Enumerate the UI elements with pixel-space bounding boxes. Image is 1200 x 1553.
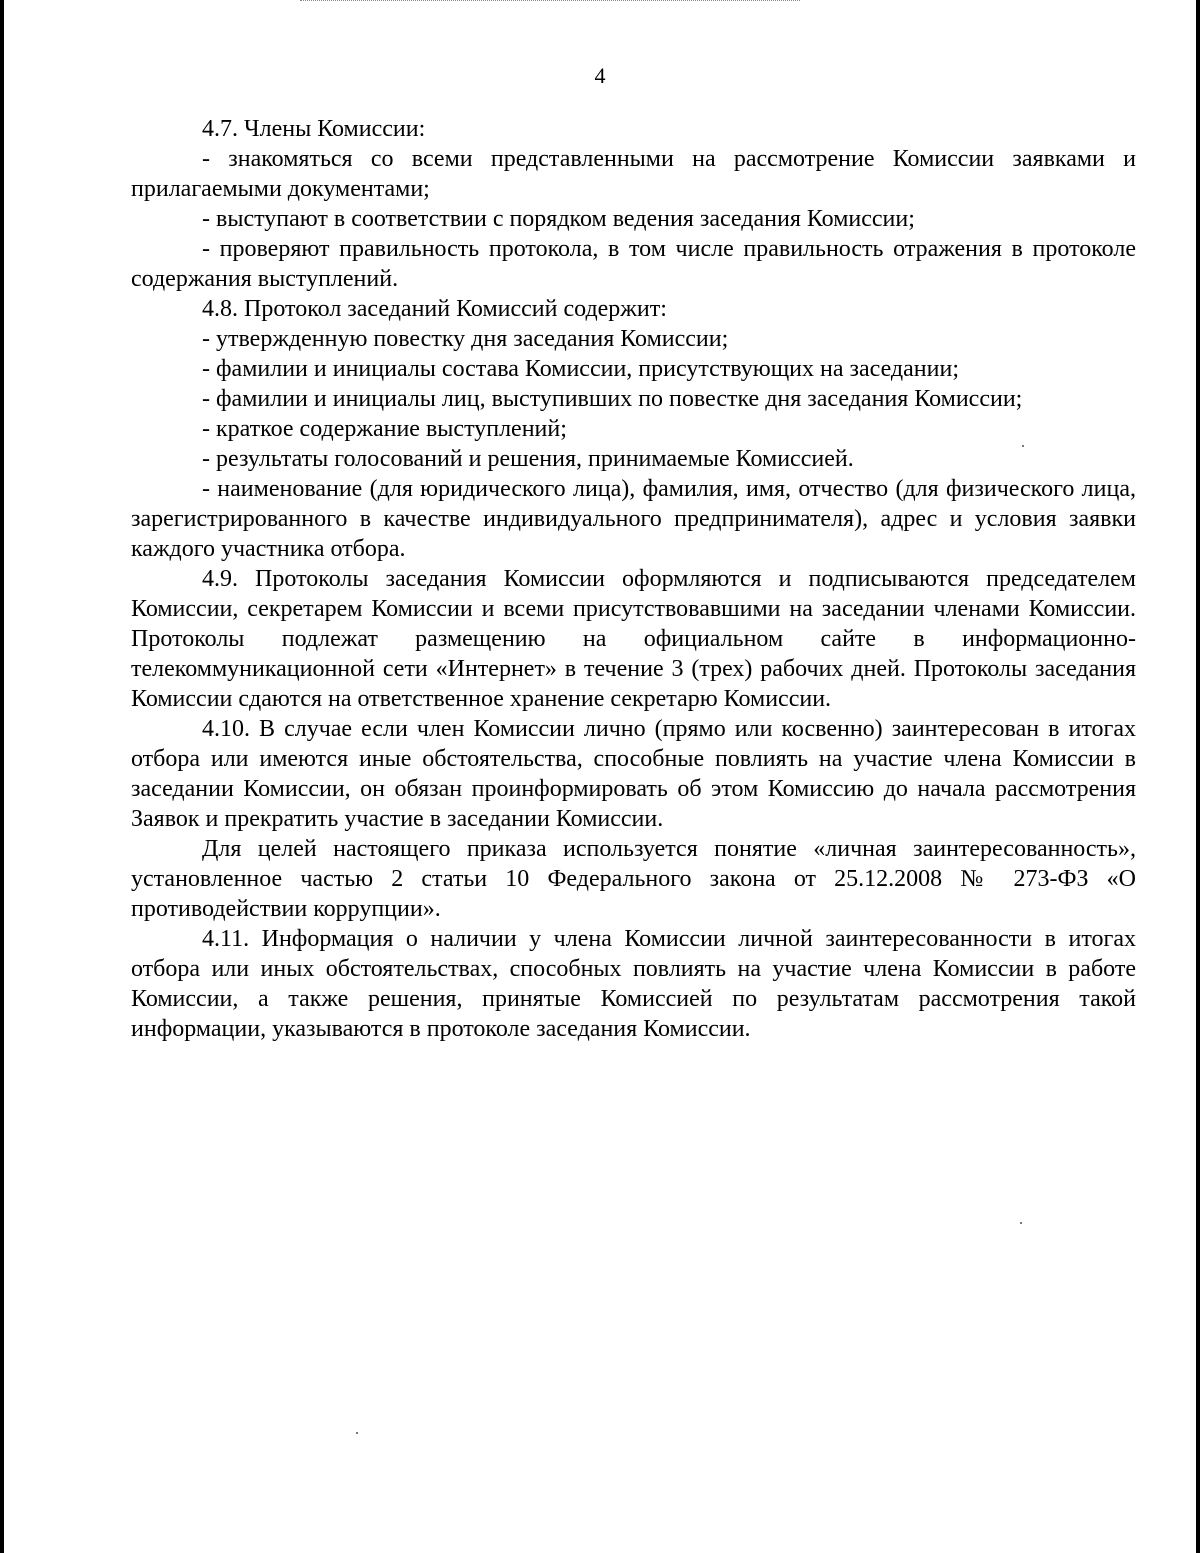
list-item-agenda: - утвержденную повестку дня заседания Комиссии; [202, 326, 729, 352]
list-item-present-members: - фамилии и инициалы состава Комиссии, присутствующих на заседании; [202, 356, 959, 382]
document-body [131, 114, 1136, 1044]
page-number: 4 [594, 63, 606, 88]
paragraph-4-10: 4.10. В случае если член Комиссии лично (прямо или косвенно) заинтересован в итогах отбора или имеются иные обстоятельства, способные повлиять на участие члена Комиссии в заседании Комиссии, он обязан проинформировать об этом Комиссию до начала рассмотрения Заявок и прекратить участие в заседании Комиссии. [131, 716, 1136, 832]
list-item-check-protocol: - проверяют правильность протокола, в том числе правильность отражения в протоколе содержания выступлений. [131, 236, 1136, 292]
scan-speck [1022, 445, 1024, 447]
scan-top-artifact [300, 0, 800, 4]
paragraph-4-11: 4.11. Информация о наличии у члена Комиссии личной заинтересованности в итогах отбора или иных обстоятельствах, способных повлиять на участие члена Комиссии в работе Комиссии, а также решения, принятые Комиссией по результатам рассмотрения такой информации, указываются в протоколе заседания Комиссии. [131, 926, 1136, 1042]
scan-speck [1020, 1222, 1022, 1224]
list-item-review-applications: - знакомяться со всеми представленными на рассмотрение Комиссии заявками и прилагаемыми документами; [131, 146, 1136, 202]
paragraph-personal-interest-definition: Для целей настоящего приказа используется понятие «личная заинтересованность», установленное частью 2 статьи 10 Федерального закона от 25.12.2008 № 273-ФЗ «О противодействии коррупции». [131, 836, 1136, 922]
list-item-participant-details: - наименование (для юридического лица), фамилия, имя, отчество (для физического лица, зарегистрированного в качестве индивидуального предпринимателя), адрес и условия заявки каждого участника отбора. [131, 476, 1136, 562]
scan-border-right [1196, 0, 1200, 1553]
list-item-speak-per-order: - выступают в соответствии с порядком ведения заседания Комиссии; [202, 206, 915, 232]
paragraph-4-9: 4.9. Протоколы заседания Комиссии оформляются и подписываются председателем Комиссии, секретарем Комиссии и всеми присутствовавшими на заседании членами Комиссии. Протоколы подлежат размещению на официальном сайте в информационно-телекоммуникационной сети «Интернет» в течение 3 (трех) рабочих дней. Протоколы заседания Комиссии сдаются на ответственное хранение секретарю Комиссии. [131, 566, 1136, 712]
paragraph-4-8-heading: 4.8. Протокол заседаний Комиссий содержит: [202, 296, 667, 322]
list-item-speech-summary: - краткое содержание выступлений; [202, 416, 567, 442]
list-item-voting-results: - результаты голосований и решения, принимаемые Комиссией. [202, 446, 854, 472]
scan-speck [356, 1432, 358, 1434]
scan-border-left [0, 0, 4, 1553]
paragraph-4-7-heading: 4.7. Члены Комиссии: [202, 116, 426, 142]
list-item-speakers: - фамилии и инициалы лиц, выступивших по повестке дня заседания Комиссии; [202, 386, 1023, 412]
